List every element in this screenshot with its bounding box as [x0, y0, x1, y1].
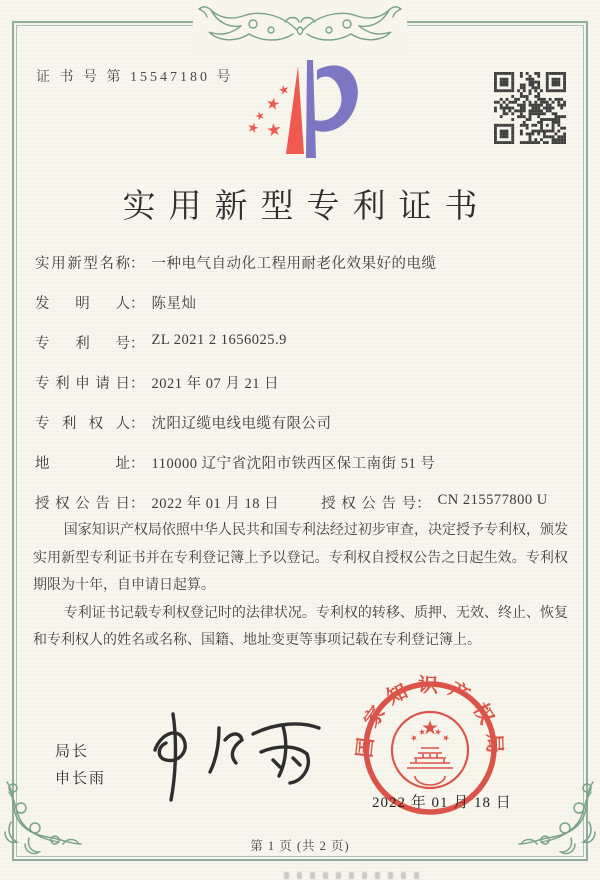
field-grant-row: 授权公告日： 2022 年 01 月 18 日 授权公告号： CN 215577800 U: [35, 492, 548, 512]
field-list: [35, 252, 575, 532]
national-emblem: [392, 712, 468, 788]
field-label: 地址: [35, 456, 130, 472]
field-label: 专利权人: [35, 416, 130, 432]
field-patent-number: 专利号： ZL 2021 2 1656025.9: [35, 332, 287, 352]
officer-name: 申长雨: [55, 770, 107, 787]
field-grant-number: 授权公告号： CN 215577800 U: [321, 492, 548, 512]
field-inventor: 发明人： 陈星灿: [35, 292, 575, 308]
field-label: 专利号: [35, 336, 130, 352]
page-edge-clipped-text: [284, 872, 420, 879]
seal-date: 2022 年 01 月 18 日: [372, 795, 512, 811]
field-value: 沈阳辽缆电线电缆有限公司: [151, 416, 332, 432]
legal-paragraph-2: 专利证书记载专利权登记时的法律状况。专利权的转移、质押、无效、终止、恢复和专利权人的姓名或名称、国籍、地址变更等事项记载在专利登记簿上。: [33, 605, 568, 648]
field-value: 110000 辽宁省沈阳市铁西区保工南街 51 号: [151, 456, 436, 472]
legal-text: [33, 517, 568, 655]
svg-text:国家知识产权局: [353, 674, 507, 763]
field-label: 发明人: [35, 296, 130, 312]
field-label: 授权公告日: [35, 496, 130, 512]
signature-handwriting: [125, 698, 340, 808]
field-value: ZL 2021 2 1656025.9: [151, 332, 287, 348]
field-label: 授权公告号: [321, 496, 417, 512]
field-patentee: 专利权人： 沈阳辽缆电线电缆有限公司: [35, 412, 575, 428]
cnipa-ip-logo-icon: [240, 56, 360, 170]
officer-block: [55, 738, 106, 792]
field-label: 实用新型名称: [35, 256, 130, 272]
field-value: 一种电气自动化工程用耐老化效果好的电缆: [151, 256, 437, 272]
field-label: 专利申请日: [35, 376, 130, 392]
field-filing-date: 专利申请日： 2021 年 07 月 21 日: [35, 372, 575, 388]
dragon-ornament: [193, 0, 407, 52]
field-utility-model-name: 实用新型名称： 一种电气自动化工程用耐老化效果好的电缆: [35, 252, 575, 268]
qr-code: [494, 72, 566, 144]
page-number: 第 1 页 (共 2 页): [250, 839, 350, 853]
legal-paragraph-1: 国家知识产权局依照中华人民共和国专利法经过初步审查，决定授予专利权，颁发实用新型专利证书并在专利登记簿上予以登记。专利权自授权公告之日起生效。专利权期限为十年，自申请日起算。: [33, 523, 568, 593]
seal-ring-text: 国家知识产权局: [353, 674, 506, 763]
field-value: 陈星灿: [151, 296, 197, 312]
field-value: 2022 年 01 月 18 日: [151, 496, 280, 512]
field-value: CN 215577800 U: [437, 492, 548, 508]
certificate-number: 证 书 号 第 15547180 号: [36, 70, 234, 85]
field-value: 2021 年 07 月 21 日: [151, 376, 280, 392]
page-title: 实用新型专利证书: [122, 189, 491, 225]
officer-title: 局长: [55, 743, 90, 760]
field-address: 地址： 110000 辽宁省沈阳市铁西区保工南街 51 号: [35, 452, 575, 468]
